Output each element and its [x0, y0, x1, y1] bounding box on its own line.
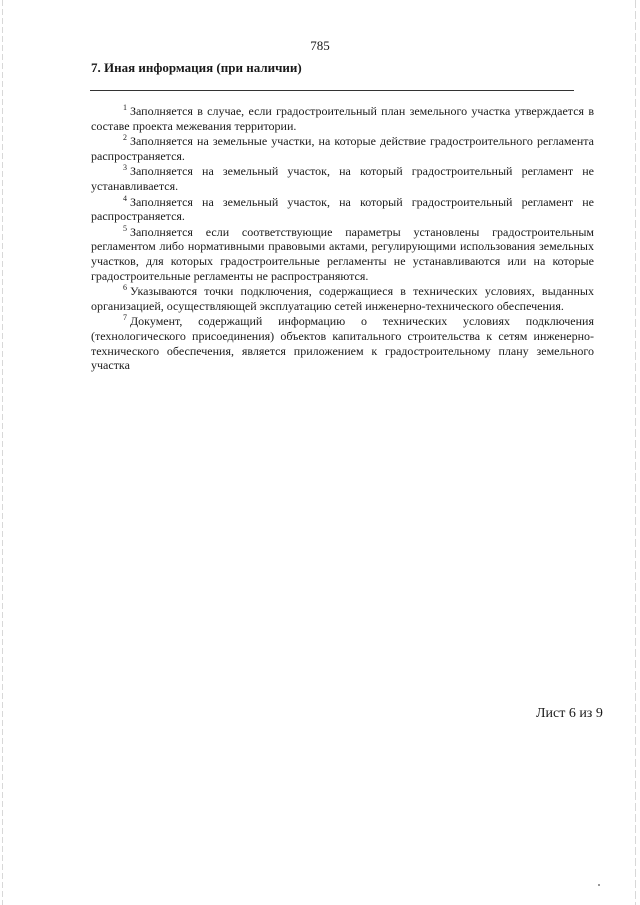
footnotes-list: [91, 104, 594, 374]
page-number: 785: [310, 38, 330, 53]
section-title: 7. Иная информация (при наличии): [91, 60, 302, 75]
footnote-text: Документ, содержащий информацию о технических условиях подключения (технологического присоединения) объектов капитального строительства к сетям инженерно-технического обеспечения, является приложением к градостроительному плану земельного участка: [91, 314, 594, 373]
footnote-marker: 5: [123, 223, 127, 233]
footnote-marker: 7: [123, 313, 127, 323]
scan-speck: [598, 884, 600, 886]
footnote-marker: 4: [123, 193, 127, 203]
footnote: [91, 104, 594, 133]
footnote-text: Заполняется если соответствующие параметры установлены градостроительным регламентом либо нормативными правовыми актами, регулирующими использования земельных участков, для которых градостроительные регламенты не устанавливаются или на которые градостроительные регламенты не распространяются.: [91, 224, 594, 283]
footnote-text: Заполняется в случае, если градостроительный план земельного участка утверждается в составе проекта межевания территории.: [91, 104, 594, 133]
footnote: [91, 284, 594, 313]
footnote-marker: 2: [123, 133, 127, 143]
footnote: [91, 195, 594, 224]
section-divider: [90, 90, 574, 91]
scan-edge-right: [635, 0, 636, 905]
footnote-text: Заполняется на земельные участки, на которые действие градостроительного регламента распространяется.: [91, 134, 594, 163]
footnote: [91, 314, 594, 372]
footnote: [91, 134, 594, 163]
sheet-number-label: Лист 6 из 9: [536, 706, 603, 721]
scan-edge-left: [2, 0, 3, 905]
footnote: [91, 164, 594, 193]
footnote-text: Заполняется на земельный участок, на который градостроительный регламент не устанавливается.: [91, 164, 594, 193]
footnote: [91, 225, 594, 283]
footnote-marker: 3: [123, 163, 127, 173]
footnote-marker: 6: [123, 283, 127, 293]
footnote-marker: 1: [123, 103, 127, 112]
footnote-text: Указываются точки подключения, содержащиеся в технических условиях, выданных организацией, осуществляющей эксплуатацию сетей инженерно-технического обеспечения.: [91, 284, 594, 313]
footnote-text: Заполняется на земельный участок, на который градостроительный регламент не распространяется.: [91, 194, 594, 224]
